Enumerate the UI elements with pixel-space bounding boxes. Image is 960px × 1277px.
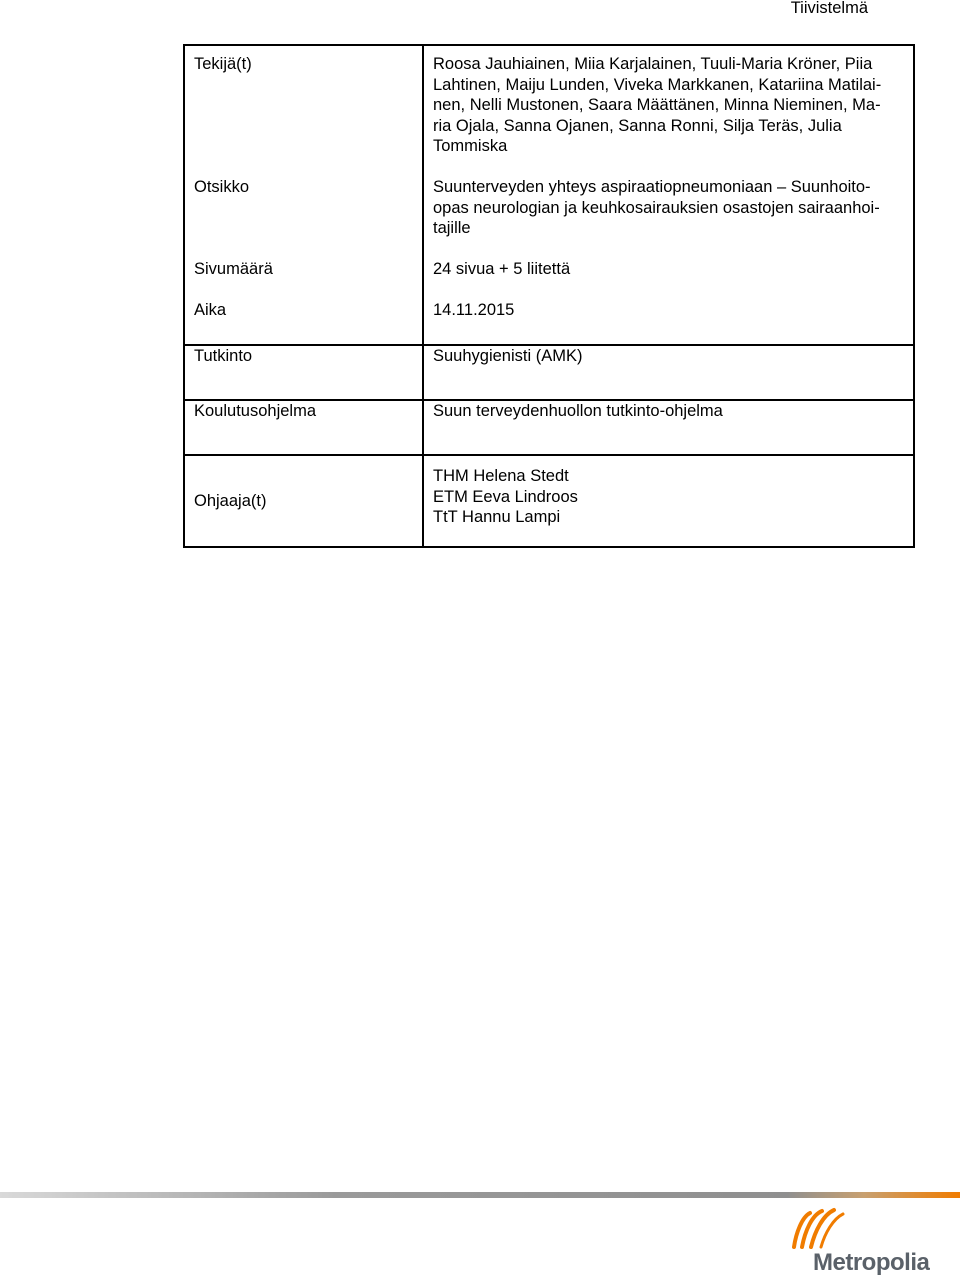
title-line: opas neurologian ja keuhkosairauksien osastojen sairaanhoi- [433,198,880,217]
supervisor-line: THM Helena Stedt [433,467,569,485]
metropolia-logo [788,1205,928,1276]
footer-bar [0,1190,960,1200]
table-row-main [184,45,914,345]
footer-bar-stripe [0,1192,960,1198]
pages-value: 24 sivua + 5 liitettä [433,260,571,278]
metropolia-logo-icon [788,1205,848,1251]
label-title: Otsikko [194,178,250,196]
label-pages: Sivumäärä [194,260,273,278]
label-cell-main [184,45,423,345]
table-row-supervisors [184,455,914,547]
abstract-table [183,44,915,548]
authors-value [433,54,881,157]
programme-value: Suun terveydenhuollon tutkinto-ohjelma [423,400,914,455]
document-header-title: Tiivistelmä [790,0,868,17]
label-programme: Koulutusohjelma [184,400,423,455]
table-row-programme [184,400,914,455]
title-line: tajille [433,219,471,237]
authors-line: ria Ojala, Sanna Ojanen, Sanna Ronni, Silja Teräs, Julia [433,116,842,135]
supervisor-line: ETM Eeva Lindroos [433,487,578,506]
label-authors: Tekijä(t) [194,55,252,73]
table-row-degree [184,345,914,400]
metropolia-logo-text: Metropolia [813,1249,930,1276]
label-supervisors: Ohjaaja(t) [184,455,423,547]
supervisors-value [423,455,914,547]
authors-line: Lahtinen, Maiju Lunden, Viveka Markkanen, Katariina Matilai- [433,75,882,94]
authors-line: nen, Nelli Mustonen, Saara Määttänen, Minna Nieminen, Ma- [433,96,881,114]
supervisor-line: TtT Hannu Lampi [433,508,561,526]
degree-value: Suuhygienisti (AMK) [423,345,914,400]
authors-line: Tommiska [433,137,508,155]
date-value: 14.11.2015 [433,301,515,319]
title-line: Suunterveyden yhteys aspiraatiopneumoniaan – Suunhoito- [433,178,871,196]
value-cell-main [423,45,914,345]
authors-line: Roosa Jauhiainen, Miia Karjalainen, Tuuli-Maria Kröner, Piia [433,55,873,73]
label-date: Aika [194,301,227,319]
title-value [433,177,880,239]
label-degree: Tutkinto [184,345,423,400]
